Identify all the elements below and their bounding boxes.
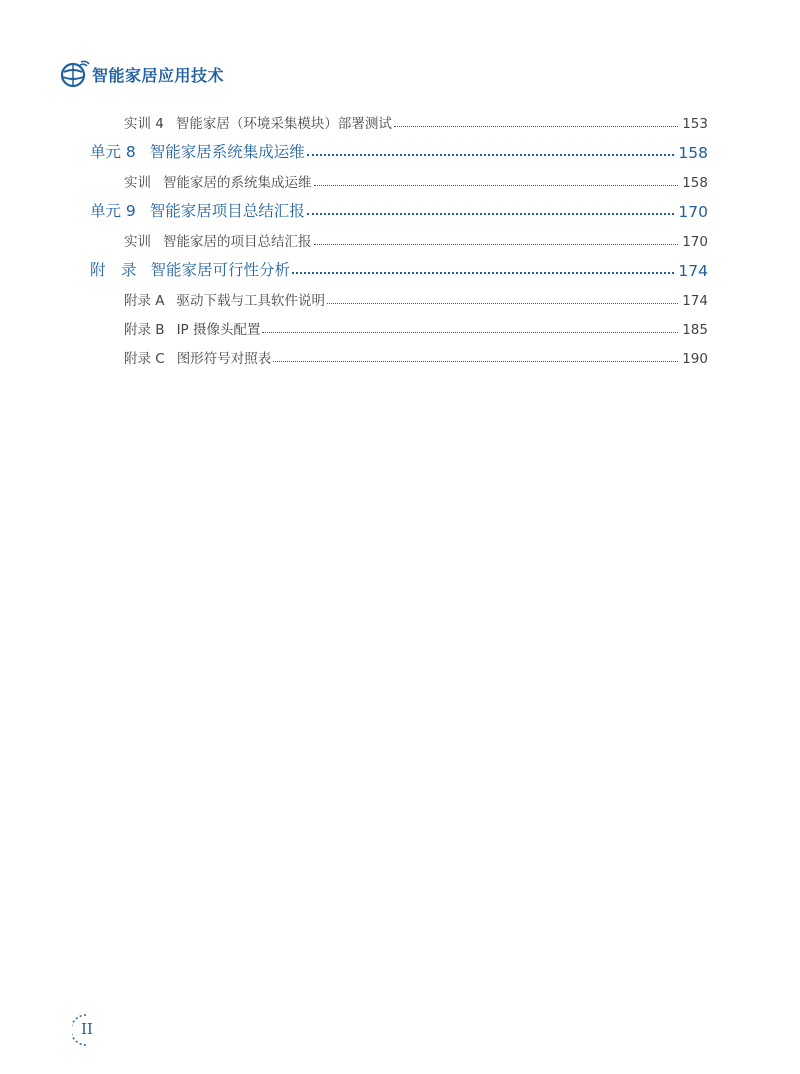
running-header bbox=[60, 58, 224, 90]
toc-unit-entry[interactable] bbox=[90, 132, 708, 162]
toc-unit-label: 附 录 bbox=[90, 261, 137, 279]
toc-unit-label: 单元 9 bbox=[90, 202, 136, 220]
leader-dots bbox=[314, 243, 679, 245]
toc-entry-title: IP 摄像头配置 bbox=[176, 322, 261, 338]
toc-entry-label: 实训 bbox=[124, 234, 151, 250]
toc-entry-label: 附录 C bbox=[124, 351, 165, 367]
page-number-badge bbox=[72, 1013, 102, 1047]
toc-entry[interactable] bbox=[90, 280, 708, 309]
toc-entry-page: 170 bbox=[682, 234, 708, 250]
leader-dots bbox=[394, 125, 678, 127]
toc-entry[interactable] bbox=[90, 309, 708, 338]
toc-unit-title: 智能家居项目总结汇报 bbox=[149, 202, 305, 220]
toc-entry-label: 附录 A bbox=[124, 293, 165, 309]
leader-dots bbox=[292, 271, 674, 274]
toc-entry-label: 实训 bbox=[124, 175, 151, 191]
toc-entry-page: 153 bbox=[682, 116, 708, 132]
leader-dots bbox=[327, 302, 678, 304]
toc-entry-page: 190 bbox=[682, 351, 708, 367]
toc-unit-page: 170 bbox=[678, 203, 708, 221]
toc-entry[interactable] bbox=[90, 338, 708, 367]
toc-entry-title: 智能家居（环境采集模块）部署测试 bbox=[175, 116, 392, 132]
leader-dots bbox=[273, 360, 678, 362]
table-of-contents bbox=[90, 103, 708, 367]
smart-home-logo-icon bbox=[60, 59, 90, 89]
toc-entry-page: 185 bbox=[682, 322, 708, 338]
toc-unit-title: 智能家居系统集成运维 bbox=[149, 143, 305, 161]
toc-entry-label: 实训 4 bbox=[124, 116, 164, 132]
toc-entry[interactable] bbox=[90, 221, 708, 250]
toc-unit-entry[interactable] bbox=[90, 250, 708, 280]
toc-entry-page: 174 bbox=[682, 293, 708, 309]
leader-dots bbox=[307, 153, 675, 156]
book-title: 智能家居应用技术 bbox=[92, 65, 225, 85]
toc-unit-label: 单元 8 bbox=[90, 143, 136, 161]
page-number: II bbox=[81, 1020, 93, 1038]
toc-entry[interactable] bbox=[90, 162, 708, 191]
leader-dots bbox=[307, 212, 675, 215]
toc-entry-page: 158 bbox=[682, 175, 708, 191]
toc-entry[interactable] bbox=[90, 103, 708, 132]
toc-entry-title: 驱动下载与工具软件说明 bbox=[176, 293, 326, 309]
leader-dots bbox=[314, 184, 679, 186]
toc-entry-title: 图形符号对照表 bbox=[176, 351, 272, 367]
toc-unit-entry[interactable] bbox=[90, 191, 708, 221]
toc-entry-title: 智能家居的项目总结汇报 bbox=[163, 234, 312, 250]
toc-unit-title: 智能家居可行性分析 bbox=[150, 261, 291, 279]
toc-unit-page: 174 bbox=[678, 262, 708, 280]
leader-dots bbox=[262, 331, 678, 333]
toc-entry-title: 智能家居的系统集成运维 bbox=[163, 175, 312, 191]
toc-entry-label: 附录 B bbox=[124, 322, 165, 338]
toc-unit-page: 158 bbox=[678, 144, 708, 162]
